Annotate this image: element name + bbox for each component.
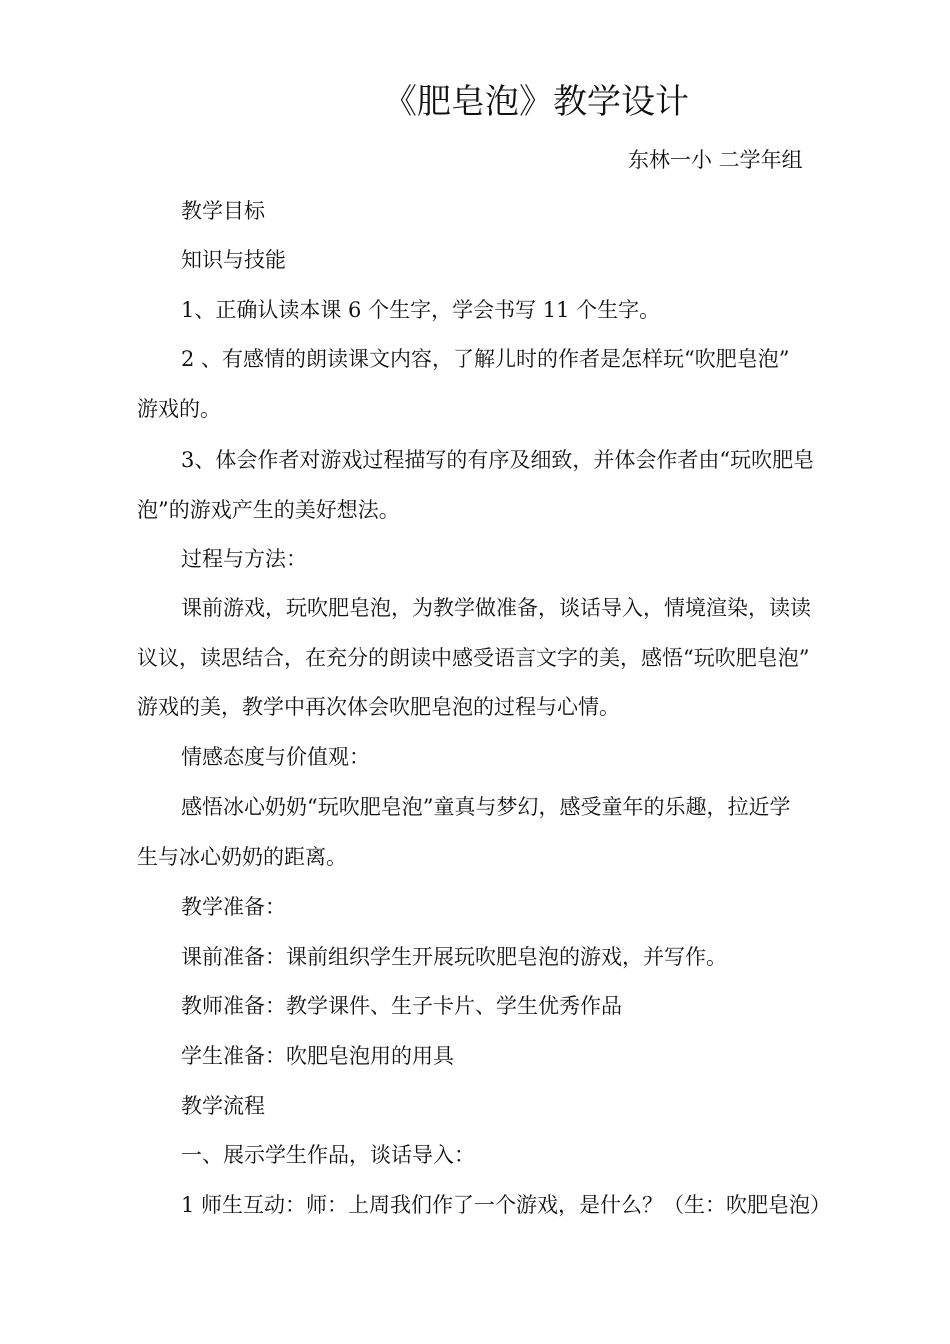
step-1-heading: 一、展示学生作品，谈话导入： xyxy=(181,1143,475,1167)
prep-heading: 教学准备： xyxy=(181,895,286,919)
process-line-2: 议议，读思结合，在充分的朗读中感受语言文字的美，感悟“玩吹肥皂泡” xyxy=(137,646,810,670)
emotion-line-1: 感悟冰心奶奶“玩吹肥皂泡”童真与梦幻，感受童年的乐趣，拉近学 xyxy=(181,795,791,819)
step-1-item-1: 1 师生互动：师：上周我们作了一个游戏，是什么？（生：吹肥皂泡） xyxy=(181,1193,832,1217)
goals-heading: 教学目标 xyxy=(181,199,265,223)
knowledge-heading: 知识与技能 xyxy=(181,248,286,272)
process-heading: 过程与方法： xyxy=(181,547,307,571)
goal-2-line-1: 2 、有感情的朗读课文内容，了解儿时的作者是怎样玩“吹肥皂泡” xyxy=(181,347,790,371)
goal-3-line-2: 泡”的游戏产生的美好想法。 xyxy=(137,498,400,522)
goal-2-line-2: 游戏的。 xyxy=(137,397,221,421)
process-line-3: 游戏的美，教学中再次体会吹肥皂泡的过程与心情。 xyxy=(137,695,620,719)
prep-teacher: 教师准备：教学课件、生子卡片、学生优秀作品 xyxy=(181,994,622,1018)
prep-student: 学生准备：吹肥皂泡用的用具 xyxy=(181,1044,454,1068)
document-author: 东林一小 二学年组 xyxy=(628,148,803,172)
prep-class: 课前准备：课前组织学生开展玩吹肥皂泡的游戏，并写作。 xyxy=(181,945,727,969)
emotion-line-2: 生与冰心奶奶的距离。 xyxy=(137,845,347,869)
document-title: 《肥皂泡》教学设计 xyxy=(383,82,689,122)
goal-1: 1、正确认读本课 6 个生字，学会书写 11 个生字。 xyxy=(181,298,661,322)
emotion-heading: 情感态度与价值观： xyxy=(181,745,370,769)
flow-heading: 教学流程 xyxy=(181,1094,265,1118)
process-line-1: 课前游戏，玩吹肥皂泡，为教学做准备，谈话导入，情境渲染，读读 xyxy=(181,596,811,620)
goal-3-line-1: 3、体会作者对游戏过程描写的有序及细致，并体会作者由“玩吹肥皂 xyxy=(181,448,815,472)
